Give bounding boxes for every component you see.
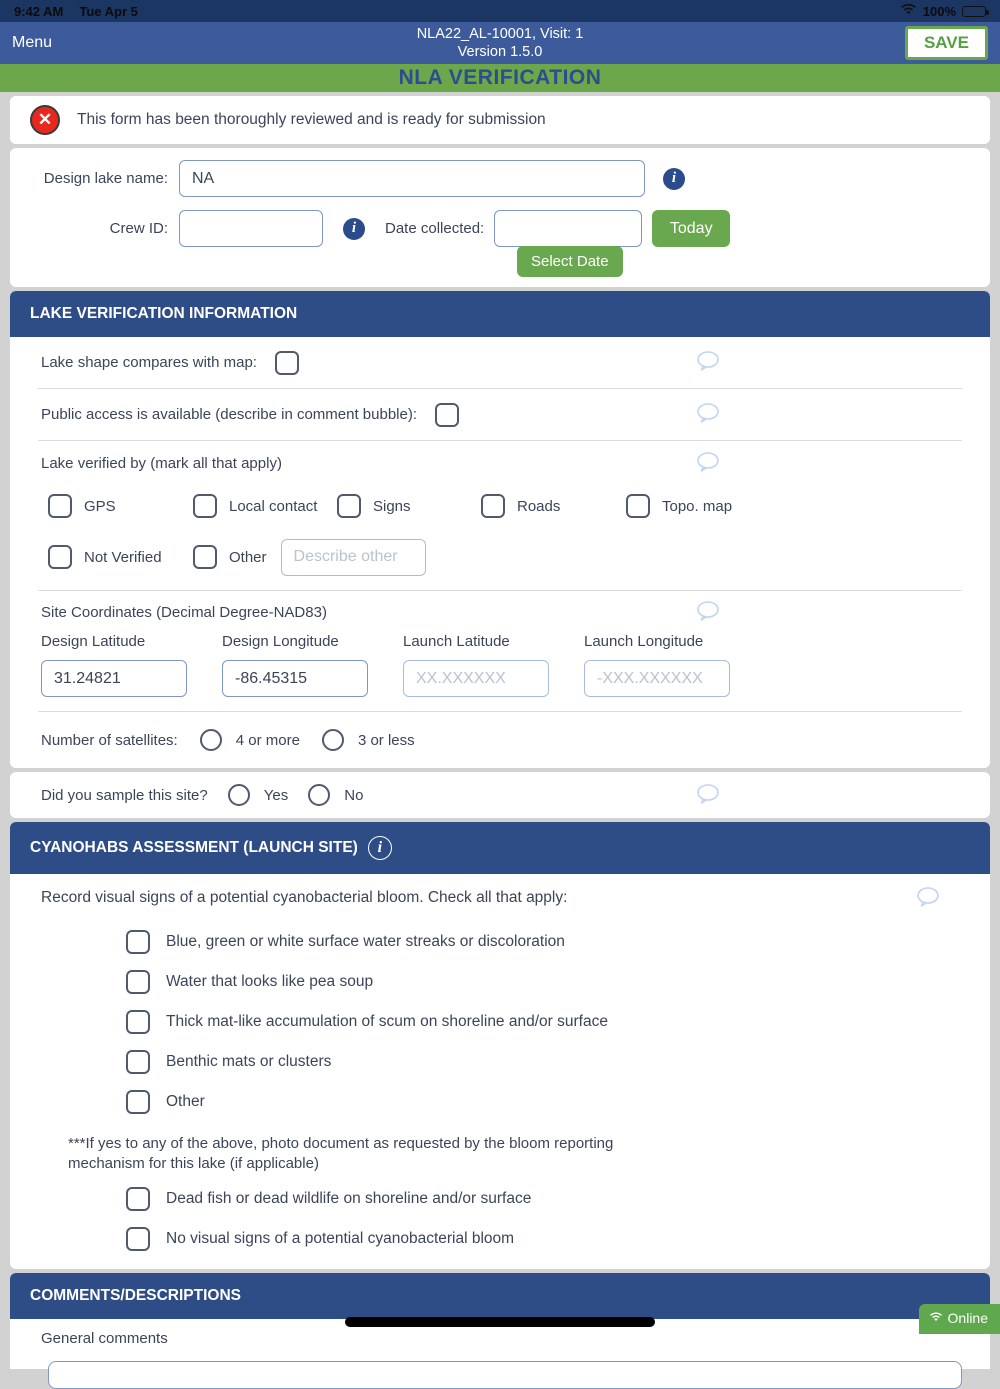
- lake-shape-comment-icon[interactable]: [695, 350, 723, 374]
- describe-other-input[interactable]: Describe other: [281, 539, 426, 576]
- status-date: Tue Apr 5: [79, 3, 138, 19]
- satellites-4-or-more-radio[interactable]: [200, 729, 222, 751]
- crew-id-info-icon[interactable]: i: [343, 218, 365, 240]
- wifi-icon: [900, 4, 917, 19]
- general-comments-textarea[interactable]: [48, 1361, 962, 1389]
- page-title-bar: [0, 64, 1000, 92]
- crew-id-label: Crew ID:: [109, 220, 168, 237]
- lake-shape-label: Lake shape compares with map:: [41, 354, 257, 371]
- verified-gps-checkbox[interactable]: [48, 494, 72, 518]
- verified-other-checkbox[interactable]: [193, 545, 217, 569]
- launch-longitude-label: Launch Longitude: [584, 633, 704, 650]
- online-badge: [919, 1304, 1000, 1334]
- bloom-other-label: Other: [166, 1093, 205, 1110]
- pea-soup-label: Water that looks like pea soup: [166, 973, 374, 990]
- sample-no-label: No: [344, 786, 364, 804]
- review-banner-text: This form has been thoroughly reviewed and is ready for submission: [77, 111, 546, 128]
- date-collected-label: Date collected:: [385, 220, 485, 237]
- nav-title-line2: Version 1.5.0: [457, 44, 543, 60]
- dead-fish-checkbox[interactable]: [126, 1187, 150, 1211]
- cyanohabs-card: [10, 822, 990, 1269]
- page-title: NLA VERIFICATION: [398, 66, 602, 89]
- no-visual-signs-checkbox[interactable]: [126, 1227, 150, 1251]
- verified-topo-map-label: Topo. map: [662, 497, 733, 515]
- general-comments-label: General comments: [41, 1330, 168, 1347]
- design-longitude-label: Design Longitude: [222, 633, 339, 650]
- cyanohabs-info-icon[interactable]: i: [368, 836, 392, 860]
- verified-local-contact-checkbox[interactable]: [193, 494, 217, 518]
- launch-longitude-input[interactable]: -XXX.XXXXXX: [584, 660, 730, 697]
- lake-verification-header-text: LAKE VERIFICATION INFORMATION: [30, 305, 298, 322]
- verified-not-verified-label: Not Verified: [84, 548, 162, 566]
- not-ready-x-icon[interactable]: ✕: [30, 105, 60, 135]
- scum-mat-checkbox[interactable]: [126, 1010, 150, 1034]
- design-lake-name-label: Design lake name:: [43, 170, 168, 187]
- satellites-label: Number of satellites:: [41, 731, 178, 749]
- verified-signs-checkbox[interactable]: [337, 494, 361, 518]
- crew-id-input[interactable]: [179, 210, 323, 247]
- online-wifi-icon: [929, 1310, 943, 1326]
- verified-by-comment-icon[interactable]: [695, 451, 723, 475]
- design-lake-name-input[interactable]: NA: [179, 160, 645, 197]
- satellites-3-or-less-label: 3 or less: [357, 731, 415, 749]
- design-longitude-input[interactable]: -86.45315: [222, 660, 368, 697]
- verified-roads-label: Roads: [517, 497, 561, 515]
- launch-latitude-label: Launch Latitude: [403, 633, 510, 650]
- verified-other-label: Other: [229, 548, 267, 566]
- home-indicator[interactable]: [345, 1317, 655, 1327]
- sample-no-radio[interactable]: [308, 784, 330, 806]
- public-access-comment-icon[interactable]: [695, 402, 723, 426]
- lake-verification-card: [10, 291, 990, 768]
- save-button[interactable]: SAVE: [905, 26, 988, 60]
- review-banner-card: [10, 96, 990, 144]
- dead-fish-label: Dead fish or dead wildlife on shoreline and/or surface: [166, 1189, 532, 1207]
- bloom-streaks-label: Blue, green or white surface water streaks or discoloration: [166, 933, 565, 950]
- cyanohabs-header: [10, 822, 990, 874]
- bloom-other-checkbox[interactable]: [126, 1090, 150, 1114]
- benthic-mats-checkbox[interactable]: [126, 1050, 150, 1074]
- verified-not-verified-checkbox[interactable]: [48, 545, 72, 569]
- bloom-streaks-checkbox[interactable]: [126, 930, 150, 954]
- satellites-4-or-more-label: 4 or more: [235, 731, 300, 749]
- today-button[interactable]: Today: [652, 210, 730, 247]
- sample-site-card: [10, 772, 990, 818]
- sample-site-label: Did you sample this site?: [41, 786, 208, 804]
- lake-name-info-icon[interactable]: i: [663, 168, 685, 190]
- nav-bar: [0, 22, 1000, 64]
- sample-yes-label: Yes: [263, 786, 289, 804]
- date-collected-input[interactable]: [494, 210, 642, 247]
- cyanohabs-comment-icon[interactable]: [915, 886, 943, 910]
- verified-topo-map-checkbox[interactable]: [626, 494, 650, 518]
- select-date-button[interactable]: Select Date: [517, 246, 623, 277]
- public-access-label: Public access is available (describe in comment bubble):: [41, 406, 418, 423]
- verified-roads-checkbox[interactable]: [481, 494, 505, 518]
- benthic-mats-label: Benthic mats or clusters: [166, 1053, 332, 1070]
- cyanohabs-header-text: CYANOHABS ASSESSMENT (LAUNCH SITE): [30, 839, 358, 856]
- sample-yes-radio[interactable]: [228, 784, 250, 806]
- sample-site-comment-icon[interactable]: [695, 783, 723, 807]
- cyanohabs-intro: Record visual signs of a potential cyanobacterial bloom. Check all that apply:: [41, 889, 568, 906]
- verified-gps-label: GPS: [84, 497, 116, 515]
- verified-signs-label: Signs: [373, 497, 411, 515]
- photo-document-note: ***If yes to any of the above, photo document as requested by the bloom reporting mechanism for this lake (if applicable): [68, 1135, 614, 1173]
- online-badge-text: Online: [947, 1310, 988, 1326]
- battery-icon: [962, 6, 986, 17]
- pea-soup-checkbox[interactable]: [126, 970, 150, 994]
- status-time: 9:42 AM: [14, 3, 64, 19]
- design-latitude-label: Design Latitude: [41, 633, 146, 650]
- verified-by-label: Lake verified by (mark all that apply): [41, 455, 282, 472]
- nav-title: [0, 25, 1000, 61]
- site-coordinates-label: Site Coordinates (Decimal Degree-NAD83): [41, 603, 327, 621]
- public-access-checkbox[interactable]: [435, 403, 459, 427]
- satellites-3-or-less-radio[interactable]: [322, 729, 344, 751]
- menu-button[interactable]: Menu: [12, 34, 53, 51]
- verified-local-contact-label: Local contact: [229, 497, 318, 515]
- scum-mat-label: Thick mat-like accumulation of scum on shoreline and/or surface: [166, 1013, 608, 1030]
- design-latitude-input[interactable]: 31.24821: [41, 660, 187, 697]
- form-header-card: [10, 148, 990, 287]
- lake-verification-header: [10, 291, 990, 337]
- launch-latitude-input[interactable]: XX.XXXXXX: [403, 660, 549, 697]
- battery-percent: 100%: [922, 3, 956, 19]
- site-coordinates-comment-icon[interactable]: [695, 600, 723, 624]
- status-bar: [0, 0, 1000, 22]
- comments-header: [10, 1273, 990, 1319]
- no-visual-signs-label: No visual signs of a potential cyanobacterial bloom: [166, 1229, 515, 1247]
- nav-title-line1: NLA22_AL-10001, Visit: 1: [416, 25, 584, 42]
- lake-shape-checkbox[interactable]: [275, 351, 299, 375]
- comments-header-text: COMMENTS/DESCRIPTIONS: [30, 1286, 241, 1304]
